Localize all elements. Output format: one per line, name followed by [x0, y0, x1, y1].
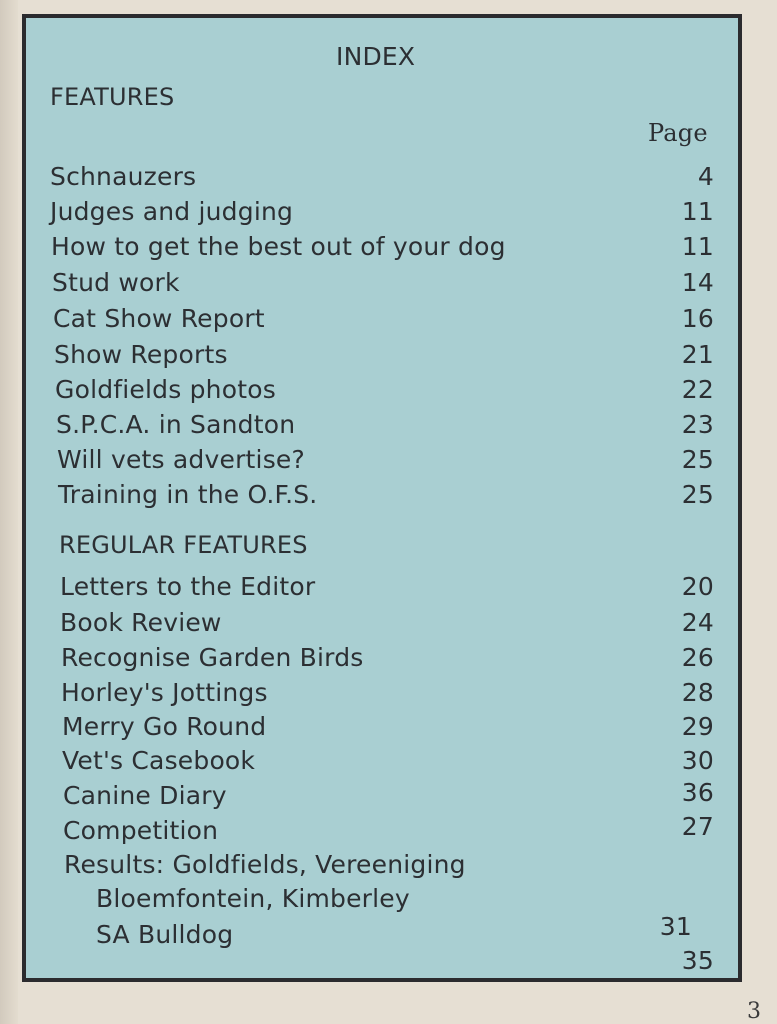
feature-page: 25	[681, 480, 714, 509]
feature-page: 21	[681, 340, 714, 369]
feature-title: Goldfields photos	[55, 375, 276, 404]
feature-title: Show Reports	[54, 340, 228, 369]
regular-feature-page: 36	[681, 778, 714, 807]
index-title: INDEX	[336, 42, 416, 71]
page-column-header: Page	[648, 119, 708, 147]
feature-page: 11	[681, 197, 714, 226]
paper-edge	[0, 0, 18, 1024]
regular-feature-page: 30	[681, 746, 714, 775]
features-heading: FEATURES	[50, 83, 175, 111]
feature-title: S.P.C.A. in Sandton	[56, 410, 296, 439]
page-number: 3	[747, 999, 761, 1024]
regular-features-heading: REGULAR FEATURES	[59, 531, 308, 559]
regular-feature-page: 27	[681, 812, 714, 841]
regular-feature-title: Competition	[63, 816, 219, 845]
regular-feature-title: Vet's Casebook	[62, 746, 256, 775]
results-page: 31	[659, 912, 692, 941]
results-page: 35	[681, 946, 714, 975]
feature-page: 11	[681, 232, 714, 261]
feature-page: 25	[681, 445, 714, 474]
regular-feature-title: Merry Go Round	[62, 712, 267, 741]
regular-feature-page: 29	[681, 712, 714, 741]
feature-title: Stud work	[52, 268, 180, 297]
regular-feature-page: 24	[681, 608, 714, 637]
regular-feature-title: Horley's Jottings	[61, 678, 268, 707]
regular-feature-title: Canine Diary	[63, 781, 227, 810]
results-line: Results: Goldfields, Vereeniging	[64, 850, 466, 879]
regular-feature-page: 26	[681, 643, 714, 672]
feature-title: Judges and judging	[50, 197, 294, 226]
feature-page: 14	[681, 268, 714, 297]
feature-page: 16	[681, 304, 714, 333]
feature-title: Will vets advertise?	[57, 445, 305, 474]
feature-title: Cat Show Report	[53, 304, 265, 333]
regular-feature-title: Recognise Garden Birds	[61, 643, 364, 672]
results-line: SA Bulldog	[96, 920, 234, 949]
results-line: Bloemfontein, Kimberley	[96, 884, 410, 913]
feature-page: 4	[697, 162, 714, 191]
regular-feature-title: Letters to the Editor	[60, 572, 316, 601]
regular-feature-page: 20	[681, 572, 714, 601]
feature-title: How to get the best out of your dog	[51, 232, 506, 261]
regular-feature-title: Book Review	[60, 608, 222, 637]
index-box	[22, 14, 742, 982]
feature-title: Training in the O.F.S.	[58, 480, 318, 509]
feature-page: 22	[681, 375, 714, 404]
feature-page: 23	[681, 410, 714, 439]
feature-title: Schnauzers	[50, 162, 197, 191]
regular-feature-page: 28	[681, 678, 714, 707]
